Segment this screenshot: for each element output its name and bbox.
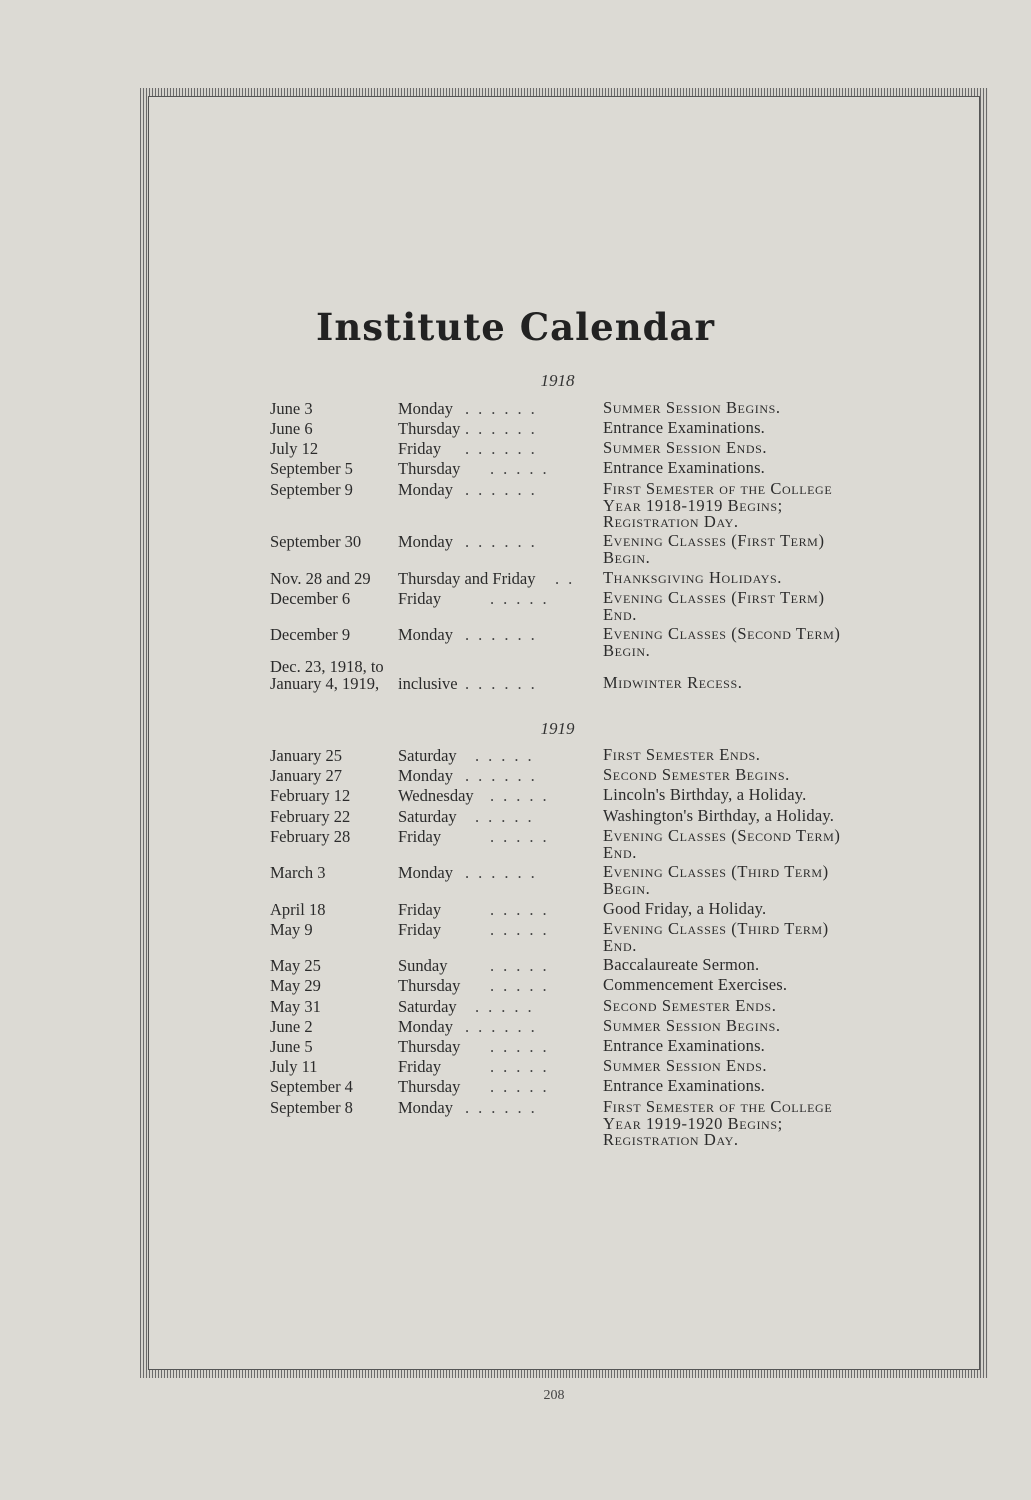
- entry-event: Evening Classes (Second Term) End.: [603, 826, 841, 862]
- entry-day: Saturday: [398, 997, 457, 1016]
- entry-event: Commencement Exercises.: [603, 975, 788, 994]
- entry-event: Midwinter Recess.: [603, 673, 743, 692]
- entry-date: July 11: [270, 1057, 318, 1076]
- entry-day: Monday: [398, 480, 453, 499]
- entry-event: First Semester Ends.: [603, 745, 761, 764]
- entry-day: Saturday: [398, 807, 457, 826]
- entry-day: Thursday: [398, 419, 461, 438]
- entry-day: Monday: [398, 532, 453, 551]
- dot-leader: ......: [465, 532, 544, 551]
- entry-day: Friday: [398, 589, 442, 608]
- dot-leader: ......: [465, 480, 544, 499]
- dot-leader: ......: [465, 1098, 544, 1117]
- dot-leader: ......: [465, 419, 544, 438]
- entry-day: Monday: [398, 399, 453, 418]
- entry-event: Entrance Examinations.: [603, 1036, 766, 1055]
- dot-leader: ......: [465, 625, 544, 644]
- entry-date: June 6: [270, 419, 313, 438]
- dot-leader: .....: [490, 900, 556, 919]
- entry-day: Monday: [398, 1098, 453, 1117]
- entry-event: Second Semester Ends.: [603, 996, 777, 1015]
- entry-day: Wednesday: [398, 786, 474, 805]
- dot-leader: .....: [475, 746, 541, 765]
- entry-date: February 22: [270, 807, 351, 826]
- entry-day: Friday: [398, 439, 442, 458]
- dot-leader: ......: [465, 399, 544, 418]
- entry-date: January 27: [270, 766, 342, 785]
- entry-day: Saturday: [398, 746, 457, 765]
- entry-day: Thursday: [398, 1037, 461, 1056]
- entry-event: Thanksgiving Holidays.: [603, 568, 783, 587]
- entry-event: Entrance Examinations.: [603, 418, 766, 437]
- entry-date: September 9: [270, 480, 353, 499]
- entry-date: September 30: [270, 532, 362, 551]
- entry-date: May 29: [270, 976, 321, 995]
- dot-leader: .....: [490, 1077, 556, 1096]
- entry-date: Nov. 28 and 29: [270, 569, 371, 588]
- entry-event: Summer Session Begins.: [603, 398, 781, 417]
- entry-day: Monday: [398, 1017, 453, 1036]
- entry-event: Summer Session Ends.: [603, 1056, 768, 1075]
- entry-event: First Semester of the College Year 1918-1919 Begins; Registration Day.: [603, 479, 833, 531]
- entry-day: Thursday and Friday: [398, 569, 536, 588]
- year-heading: 1919: [540, 719, 575, 738]
- entry-event: Lincoln's Birthday, a Holiday.: [603, 785, 807, 804]
- dot-leader: .....: [490, 827, 556, 846]
- entry-date: May 25: [270, 956, 321, 975]
- entry-day: inclusive: [398, 674, 458, 693]
- entry-event: Second Semester Begins.: [603, 765, 790, 784]
- entry-date: May 9: [270, 920, 313, 939]
- page-number: 208: [543, 1388, 565, 1403]
- entry-day: Thursday: [398, 1077, 461, 1096]
- dot-leader: ......: [465, 1017, 544, 1036]
- entry-day: Friday: [398, 900, 442, 919]
- entry-day: Monday: [398, 766, 453, 785]
- entry-day: Thursday: [398, 459, 461, 478]
- dot-leader: .....: [490, 920, 556, 939]
- dot-leader: .....: [490, 956, 556, 975]
- entry-day: Thursday: [398, 976, 461, 995]
- dot-leader: .....: [490, 976, 556, 995]
- entry-date: September 4: [270, 1077, 353, 1096]
- entry-date: March 3: [270, 863, 326, 882]
- dot-leader: .....: [490, 589, 556, 608]
- dot-leader: .....: [490, 1057, 556, 1076]
- dot-leader: ..: [555, 569, 582, 588]
- entry-event: Summer Session Ends.: [603, 438, 768, 457]
- dot-leader: .....: [475, 997, 541, 1016]
- entry-day: Friday: [398, 1057, 442, 1076]
- entry-event: Evening Classes (Third Term) End.: [603, 919, 829, 955]
- page-title: Institute Calendar: [316, 305, 715, 349]
- dot-leader: .....: [490, 459, 556, 478]
- entry-event: Evening Classes (Third Term) Begin.: [603, 862, 829, 898]
- dot-leader: ......: [465, 863, 544, 882]
- entry-date: December 9: [270, 625, 351, 644]
- entry-day: Monday: [398, 863, 453, 882]
- dot-leader: .....: [475, 807, 541, 826]
- entry-event: Evening Classes (Second Term) Begin.: [603, 624, 841, 660]
- entry-date: December 6: [270, 589, 351, 608]
- entry-date: February 28: [270, 827, 351, 846]
- entry-event: Summer Session Begins.: [603, 1016, 781, 1035]
- dot-leader: .....: [490, 1037, 556, 1056]
- entry-date: February 12: [270, 786, 351, 805]
- entry-day: Friday: [398, 920, 442, 939]
- entry-event: Entrance Examinations.: [603, 458, 766, 477]
- entry-day: Friday: [398, 827, 442, 846]
- entry-date: September 5: [270, 459, 353, 478]
- year-heading: 1918: [540, 371, 575, 390]
- entry-event: Entrance Examinations.: [603, 1076, 766, 1095]
- entry-day: Sunday: [398, 956, 448, 975]
- entry-day: Monday: [398, 625, 453, 644]
- dot-leader: ......: [465, 766, 544, 785]
- entry-date: Dec. 23, 1918, to: [270, 657, 384, 676]
- entry-date: January 4, 1919,: [270, 674, 380, 693]
- entry-date: January 25: [270, 746, 342, 765]
- entry-event: First Semester of the College Year 1919-1920 Begins; Registration Day.: [603, 1097, 833, 1149]
- dot-leader: ......: [465, 439, 544, 458]
- entry-event: Good Friday, a Holiday.: [603, 899, 767, 918]
- entry-date: July 12: [270, 439, 319, 458]
- entry-event: Evening Classes (First Term) Begin.: [603, 531, 825, 567]
- entry-event: Washington's Birthday, a Holiday.: [603, 806, 835, 825]
- dot-leader: ......: [465, 674, 544, 693]
- entry-event: Baccalaureate Sermon.: [603, 955, 760, 974]
- entry-date: June 5: [270, 1037, 313, 1056]
- entry-date: May 31: [270, 997, 321, 1016]
- dot-leader: .....: [490, 786, 556, 805]
- entry-event: Evening Classes (First Term) End.: [603, 588, 825, 624]
- entry-date: April 18: [270, 900, 326, 919]
- entry-date: September 8: [270, 1098, 353, 1117]
- entry-date: June 2: [270, 1017, 313, 1036]
- entry-date: June 3: [270, 399, 313, 418]
